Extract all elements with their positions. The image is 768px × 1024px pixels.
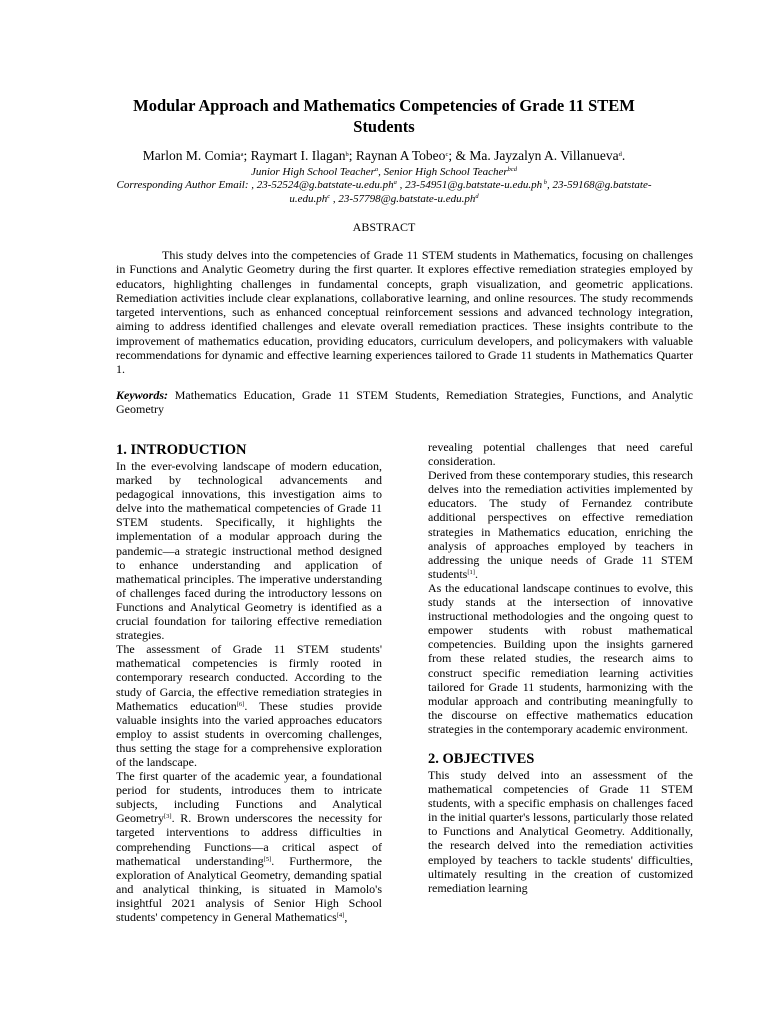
objectives-paragraph: This study delved into an assessment of the mathematical competencies of Grade 11 STEM students, with a specific emphasis on challenges faced in the initial quarter's lessons, particularly those related to Functions and Analytical Geometry. Additionally, the research delved into the remediation activities employed by teachers to tackle students' difficulties, ultimately resulting in the creation of customized remediation learning — [428, 767, 693, 895]
right-column — [428, 440, 693, 895]
introduction-heading: 1. INTRODUCTION — [116, 442, 247, 458]
email-link[interactable]: $23-59168@g.batstate-u.edu.ph^c$ — [289, 179, 652, 205]
citation-ref[interactable]: [4] — [336, 912, 345, 919]
email-link[interactable]: $23-52524@g.batstate-u.edu.ph^a$ — [254, 179, 397, 191]
author-affiliation: Junior High School Teacher$^a$, Senior High School Teacher$^{bcd}$ — [250, 166, 518, 178]
author: Ma. Jayzalyn A. Villanueva$^d$. — [469, 148, 626, 163]
intro-paragraph: The assessment of Grade 11 STEM students' mathematical competencies is firmly rooted in contemporary research conducted. According to the study of Garcia, the effective remediation strategies in Mathematics education[6]. These studies provide valuable insights into the varied approaches educators employ to assist students in overcoming challenges, thus setting the stage for a comprehensive exploration of the landscape. — [116, 642, 382, 769]
citation-ref[interactable]: [1] — [467, 568, 475, 576]
keywords — [116, 388, 693, 417]
keywords-text: Mathematics Education, Grade 11 STEM Students, Remediation Strategies, Functions, and Analytic Geometry — [116, 388, 693, 417]
paper-title: Modular Approach and Mathematics Competencies of Grade 11 STEM Students — [133, 96, 635, 136]
intro-paragraph-continued: revealing potential challenges that need careful consideration. — [428, 440, 693, 469]
intro-paragraph: The first quarter of the academic year, a foundational period for students, introduces them to intricate subjects, including Functions and Analytical Geometry[3]. R. Brown underscores the necessity for targeted interventions to address difficulties in comprehending Functions—a critical aspect of mathematical understanding[5]. Furthermore, the exploration of Analytical Geometry, demanding spatial and analytical thinking, is situated in Mamolo's insightful 2021 analysis of Senior High School students' competency in General Mathematics[4], — [116, 769, 382, 924]
keywords-label: Keywords: — [116, 388, 168, 402]
objectives-heading: 2. OBJECTIVES — [428, 750, 535, 767]
abstract-text: This study delves into the competencies of Grade 11 STEM students in Mathematics, focusing on challenges in Functions and Analytic Geometry during the first quarter. It explores effective remediation strategies employed by educators, highlighting challenges in fundamental concepts, graph visualization, and geometric applications. Remediation activities include clear explanations, collaborative learning, and online resources. The study recommends targeted interventions, such as enhanced conceptual reinforcement sessions and advanced technology integration, aiming to address identified challenges and elevate overall remediation practices. These insights contribute to the improvement of mathematics education, providing educators, curriculum developers, and policymakers with valuable recommendations for dynamic and effective learning experiences tailored to Grade 11 students in Mathematics Quarter 1. — [116, 248, 693, 377]
intro-paragraph: Derived from these contemporary studies, this research delves into the remediation activities implemented by educators. The study of Fernandez contribute additional perspectives on effective remediation strategies in Mathematics education, enriching the analysis of approaches employed by teachers in addressing the unique needs of Grade 11 STEM students[1]. — [428, 468, 693, 581]
author: Marlon M. Comia$^a$; — [142, 148, 251, 163]
author: Raynan A Tobeo$^c$; & — [355, 148, 470, 163]
citation-ref[interactable]: [3] — [163, 813, 172, 821]
email-link[interactable]: 23-54951@g.batstate-u.edu.ph $^b$ — [402, 179, 547, 191]
intro-paragraph: As the educational landscape continues to evolve, this study stands at the intersection of innovative instructional methodologies and the ongoing quest to empower students with robust mathematical competencies. Building upon the insights garnered from these related studies, the research aims to construct specific remediation learning activities tailored for Grade 11 students, harmonizing with the modular approach and contributing meaningfully to the discourse on effective mathematics education strategies in the contemporary academic environment. — [428, 580, 693, 736]
author: Raymart I. Ilagan$^b$; — [250, 148, 356, 163]
email-link[interactable]: $23-57798@g.batstate-u.edu.ph^d$ — [335, 193, 479, 205]
left-column — [116, 441, 382, 924]
author-list — [60, 148, 708, 164]
intro-paragraph: In the ever-evolving landscape of modern education, marked by technological advancements and pedagogical innovations, this investigation aims to delve into the mathematical competencies of Grade 11 STEM students. Specifically, it highlights the implementation of a modular approach during the pandemic—a strategic instructional method designed to enhance understanding and application of mathematical principles. The imperative understanding of challenges faced during the introductory lessons on Functions and Analytical Geometry is identified as a crucial foundation for tailoring effective remediation strategies. — [116, 459, 382, 643]
corresponding-emails: Corresponding Author Email: , $23-52524@g.batstate-u.edu.ph^a$ , 23-54951@g.batstate-u.edu.ph $^b$, $23-59168@g.batstate-u.edu.ph^c$ , $23-57798@g.batstate-u.edu.ph^d$ — [116, 179, 652, 205]
abstract-heading: ABSTRACT — [352, 220, 416, 234]
citation-ref[interactable]: [6] — [236, 700, 245, 708]
citation-ref[interactable]: [5] — [263, 855, 272, 863]
